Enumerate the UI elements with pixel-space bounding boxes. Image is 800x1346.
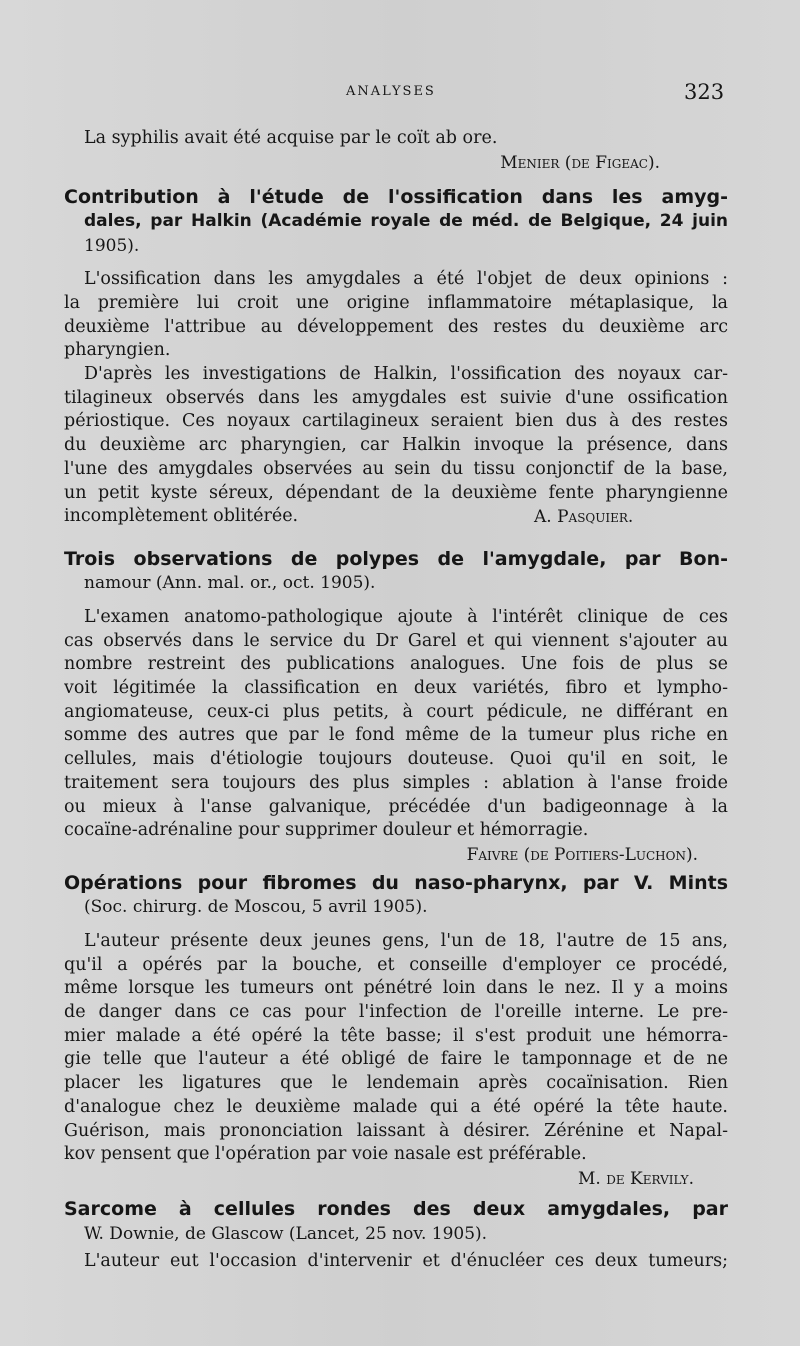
title-line: dales, par Halkin (Académie royale de méd. de Belgique, 24 juin	[84, 211, 728, 232]
text-line: L'auteur présente deux jeunes gens, l'un de 18, l'autre de 15 ans,	[84, 930, 728, 951]
text-line: ou mieux à l'anse galvanique, précédée d'un badigeonnage à la	[64, 796, 728, 817]
title-line: namour (Ann. mal. or., oct. 1905).	[84, 573, 376, 594]
text-line: L'ossification dans les amygdales a été l'objet de deux opinions :	[84, 269, 728, 290]
text-line: nombre restreint des publications analogues. Une fois de plus se	[64, 654, 728, 675]
article-3-paragraph-1	[64, 930, 728, 1167]
title-line: Opérations pour fibromes du naso-pharynx, par V. Mints	[64, 871, 728, 894]
text-line: placer les ligatures que le lendemain après cocaïnisation. Rien	[64, 1073, 728, 1094]
page-number: 323	[684, 80, 725, 104]
article-1-paragraph-2	[64, 363, 728, 529]
text-line: tilagineux observés dans les amygdales est suivie d'une ossification	[64, 387, 728, 408]
title-line: Trois observations de polypes de l'amygdale, par Bon-	[64, 547, 728, 570]
page-header	[0, 80, 800, 114]
text-line: D'après les investigations de Halkin, l'ossification des noyaux car-	[84, 364, 728, 385]
intro-signature: Menier (de Figeac).	[500, 152, 660, 173]
text-line: l'une des amygdales observées au sein du tissu conjonctif de la base,	[64, 458, 728, 479]
article-2	[64, 547, 728, 867]
article-2-title	[64, 547, 728, 596]
article-3	[64, 871, 728, 1191]
article-3-signature: M. de Kervily.	[578, 1169, 694, 1189]
text-line: d'analogue chez le deuxième malade qui a été opéré la tête haute.	[64, 1096, 728, 1117]
text-line: de danger dans ce cas pour l'infection de l'oreille interne. Le pre-	[64, 1002, 728, 1023]
title-line: (Soc. chirurg. de Moscou, 5 avril 1905).	[84, 897, 428, 918]
text-line: la première lui croit une origine inflammatoire métaplasique, la	[64, 292, 728, 313]
text-line: kov pensent que l'opération par voie nasale est préférable.	[64, 1144, 587, 1165]
text-line: L'auteur eut l'occasion d'intervenir et d'énucléer ces deux tumeurs;	[84, 1251, 728, 1271]
title-line: Contribution à l'étude de l'ossification dans les amyg-	[64, 185, 728, 208]
text-line: cellules, mais d'étiologie toujours douteuse. Quoi qu'il en soit, le	[64, 749, 728, 770]
text-line: qu'il a opérés par la bouche, et conseille d'employer ce procédé,	[64, 954, 728, 975]
text-line: incomplètement oblitérée.	[64, 506, 299, 527]
article-4-title	[64, 1197, 728, 1246]
text-line: cocaïne-adrénaline pour supprimer douleur et hémorragie.	[64, 820, 589, 841]
intro-paragraph	[64, 127, 728, 151]
text-line: gie telle que l'auteur a été obligé de faire le tamponnage et de ne	[64, 1049, 728, 1070]
text-line: mier malade a été opéré la tête basse; il s'est produit une hémorra-	[64, 1025, 728, 1046]
article-1-paragraph-1	[64, 268, 728, 363]
article-1-title	[64, 185, 728, 259]
page-content	[64, 127, 728, 1274]
text-line: L'examen anatomo-pathologique ajoute à l'intérêt clinique de ces	[84, 606, 728, 627]
article-1-signature: A. Pasquier.	[534, 507, 634, 528]
text-line: traitement sera toujours des plus simples : ablation à l'anse froide	[64, 772, 728, 793]
article-2-signature: Faivre (de Poitiers-Luchon).	[466, 844, 698, 865]
title-line: Sarcome à cellules rondes des deux amygdales, par	[64, 1198, 728, 1220]
text-line: voit légitimée la classification en deux variétés, fibro et lympho-	[64, 678, 728, 699]
title-line: W. Downie, de Glascow (Lancet, 25 nov. 1905).	[84, 1223, 488, 1244]
running-head: ANALYSES	[346, 84, 436, 99]
article-4	[64, 1197, 728, 1274]
text-line: pharyngien.	[64, 340, 171, 361]
article-1	[64, 185, 728, 529]
text-line: Guérison, mais prononciation laissant à désirer. Zérénine et Napal-	[64, 1120, 728, 1141]
text-line: même lorsque les tumeurs ont pénétré loin dans le nez. Il y a moins	[64, 978, 728, 999]
article-2-paragraph-1	[64, 606, 728, 843]
text-line: angiomateuse, ceux-ci plus petits, à court pédicule, ne différant en	[64, 701, 728, 722]
text-line: du deuxième arc pharyngien, car Halkin invoque la présence, dans	[64, 435, 728, 456]
text-line: périostique. Ces noyaux cartilagineux seraient bien dus à des restes	[64, 411, 728, 432]
title-line: 1905).	[84, 235, 140, 256]
text-line: deuxième l'attribue au développement des restes du deuxième arc	[64, 316, 728, 337]
article-3-title	[64, 871, 728, 920]
text-line: cas observés dans le service du Dr Garel et qui viennent s'ajouter au	[64, 630, 728, 651]
text-line: un petit kyste séreux, dépendant de la deuxième fente pharyngienne	[64, 482, 728, 503]
text-line: somme des autres que par le fond même de la tumeur plus riche en	[64, 725, 728, 746]
text-line: La syphilis avait été acquise par le coït ab ore.	[84, 128, 498, 148]
article-4-paragraph-1	[64, 1250, 728, 1274]
